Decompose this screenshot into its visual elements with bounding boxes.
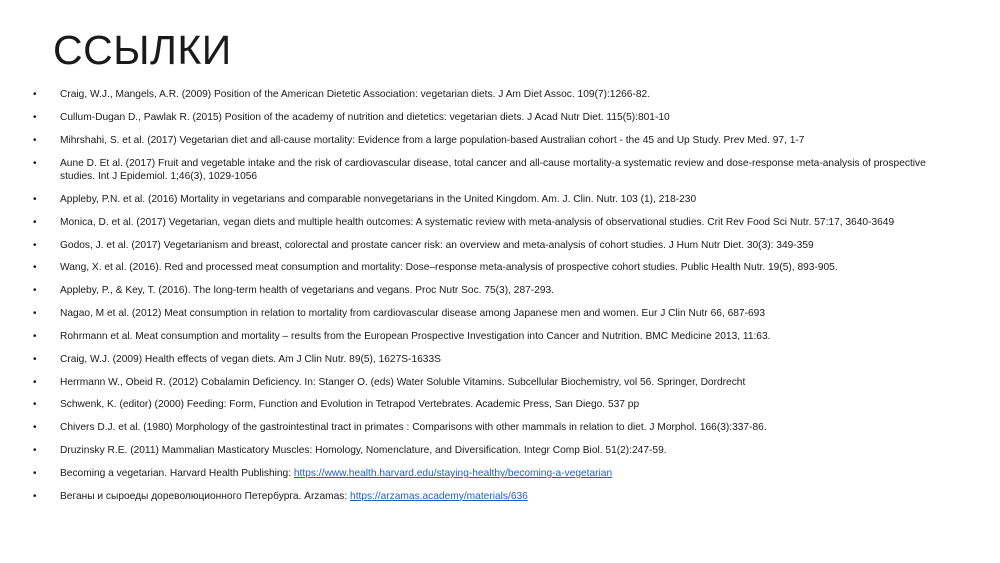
reference-item [33, 330, 963, 344]
bullet-icon: • [33, 111, 37, 123]
reference-link[interactable]: https://www.health.harvard.edu/staying-healthy/becoming-a-vegetarian [293, 468, 613, 479]
bullet-icon: • [33, 330, 37, 342]
bullet-icon: • [33, 399, 37, 411]
reference-text: Chivers D.J. et al. (1980) Morphology of the gastrointestinal tract in primates : Comparisons with other mammals in relation to diet. J Morphol. 166(3):337-86. [60, 422, 767, 434]
reference-text: Craig, W.J., Mangels, A.R. (2009) Position of the American Dietetic Association: vegetarian diets. J Am Diet Assoc. 109(7):1266-82. [60, 89, 651, 100]
reference-item [33, 398, 963, 412]
bullet-icon: • [33, 308, 37, 320]
reference-text: Druzinsky R.E. (2011) Mammalian Masticatory Muscles: Homology, Nomenclature, and Diversification. Integr Comp Biol. 51(2):247-59. [60, 445, 667, 457]
reference-item [33, 376, 963, 390]
reference-text: Becoming a vegetarian. Harvard Health Publishing: [60, 468, 294, 479]
reference-item [33, 111, 963, 125]
bullet-icon: • [33, 376, 37, 388]
reference-text: Schwenk, K. (editor) (2000) Feeding: Form, Function and Evolution in Tetrapod Vertebrates. Academic Press, San Diego. 537 pp [60, 399, 640, 411]
reference-item [33, 353, 963, 367]
reference-text: Mihrshahi, S. et al. (2017) Vegetarian diet and all-cause mortality: Evidence from a large population-based Australian cohort - the 45 and Up Study. Prev Med. 97, 1-7 [60, 134, 805, 146]
bullet-icon: • [33, 216, 37, 228]
reference-item [33, 284, 963, 298]
reference-item [33, 421, 963, 435]
bullet-icon: • [33, 422, 37, 434]
reference-text: Nagao, M et al. (2012) Meat consumption in relation to mortality from cardiovascular disease among Japanese men and women. Eur J Clin Nutr 66, 687-693 [60, 308, 765, 320]
reference-item [33, 239, 963, 253]
reference-text: Monica, D. et al. (2017) Vegetarian, vegan diets and multiple health outcomes: A systematic review with meta-analysis of observational studies. Crit Rev Food Sci Nutr. 57:17, 3640-3649 [60, 216, 895, 228]
reference-item [33, 157, 963, 184]
bullet-icon: • [33, 239, 37, 251]
reference-text: Rohrmann et al. Meat consumption and mortality – results from the European Prospective Investigation into Cancer and Nutrition. BMC Medicine 2013, 11:63. [60, 330, 771, 342]
reference-item [33, 193, 963, 207]
bullet-icon: • [33, 490, 37, 502]
reference-item [33, 467, 963, 481]
bullet-icon: • [33, 468, 37, 479]
bullet-icon: • [33, 193, 37, 205]
bullet-icon: • [33, 134, 37, 146]
reference-item [33, 444, 963, 458]
reference-link[interactable]: https://arzamas.academy/materials/636 [350, 490, 528, 502]
bullet-icon: • [33, 89, 37, 100]
bullet-icon: • [33, 262, 37, 274]
reference-text: Appleby, P., & Key, T. (2016). The long-term health of vegetarians and vegans. Proc Nutr Soc. 75(3), 287-293. [60, 285, 554, 297]
reference-item [33, 216, 963, 230]
reference-text: Godos, J. et al. (2017) Vegetarianism and breast, colorectal and prostate cancer risk: an overview and meta-analysis of cohort studies. J Hum Nutr Diet. 30(3): 349-359 [60, 239, 814, 251]
reference-text: Aune D. Et al. (2017) Fruit and vegetable intake and the risk of cardiovascular disease, total cancer and all-cause mortality-a systematic review and dose-response meta-analysis of prospective studies. Int J Epidemiol. 1;46(3), 1029-1056 [60, 157, 926, 183]
bullet-icon: • [33, 285, 37, 297]
reference-text: Веганы и сыроеды дореволюционного Петербурга. Arzamas: [60, 490, 351, 502]
reference-text: Cullum-Dugan D., Pawlak R. (2015) Position of the academy of nutrition and dietetics: vegetarian diets. J Acad Nutr Diet. 115(5):801-10 [60, 111, 670, 123]
reference-text: Herrmann W., Obeid R. (2012) Cobalamin Deficiency. In: Stanger O. (eds) Water Soluble Vitamins. Subcellular Biochemistry, vol 56. Springer, Dordrecht [60, 376, 746, 388]
bullet-icon: • [33, 353, 37, 365]
reference-list [33, 88, 963, 513]
reference-text: Wang, X. et al. (2016). Red and processed meat consumption and mortality: Dose–response meta-analysis of prospective cohort studies. Public Health Nutr. 19(5), 893-905. [60, 262, 838, 274]
reference-item [33, 134, 963, 148]
reference-text: Craig, W.J. (2009) Health effects of vegan diets. Am J Clin Nutr. 89(5), 1627S-1633S [60, 353, 441, 365]
reference-item [33, 307, 963, 321]
reference-item [33, 490, 963, 504]
reference-item [33, 261, 963, 275]
reference-item [33, 88, 963, 102]
slide-title: ССЫЛКИ [53, 27, 232, 73]
reference-text: Appleby, P.N. et al. (2016) Mortality in vegetarians and comparable nonvegetarians in the United Kingdom. Am. J. Clin. Nutr. 103 (1), 218-230 [60, 193, 697, 205]
bullet-icon: • [33, 445, 37, 457]
bullet-icon: • [33, 157, 37, 169]
